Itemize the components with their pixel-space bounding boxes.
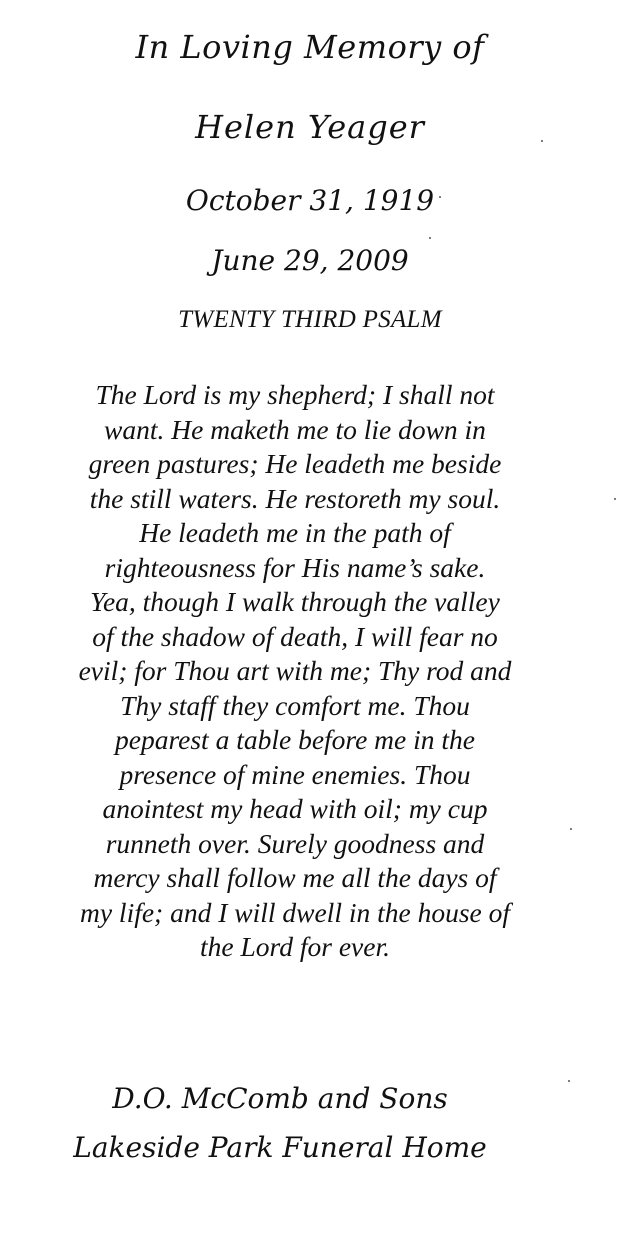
death-date: June 29, 2009	[211, 244, 409, 277]
funeral-home-location: Lakeside Park Funeral Home	[73, 1131, 487, 1164]
psalm-title: TWENTY THIRD PSALM	[178, 306, 442, 333]
psalm-line: presence of mine enemies. Thou	[119, 758, 471, 790]
funeral-home-name: D.O. McComb and Sons	[112, 1082, 448, 1115]
psalm-line: He leadeth me in the path of	[139, 517, 451, 548]
scan-speck	[614, 498, 616, 500]
psalm-line: want. He maketh me to lie down in	[104, 413, 486, 445]
psalm-line: Thy staff they comfort me. Thou	[120, 689, 470, 721]
scan-speck	[570, 828, 572, 830]
psalm-line: the still waters. He restoreth my soul.	[89, 482, 501, 514]
psalm-line: of the shadow of death, I will fear no	[92, 620, 498, 652]
psalm-line: mercy shall follow me all the days of	[93, 862, 497, 893]
psalm-line: evil; for Thou art with me; Thy rod and	[78, 655, 512, 686]
psalm-line: green pastures; He leadeth me beside	[88, 448, 502, 479]
scan-speck	[439, 196, 441, 198]
psalm-text	[0, 378, 590, 965]
psalm-line: anointest my head with oil; my cup	[102, 793, 488, 824]
psalm-line: The Lord is my shepherd; I shall not	[95, 379, 495, 410]
scan-speck	[541, 140, 543, 142]
birth-date: October 31, 1919	[185, 184, 435, 217]
psalm-line: the Lord for ever.	[200, 931, 390, 962]
psalm-line: Yea, though I walk through the valley	[90, 586, 500, 617]
scan-speck	[568, 1080, 570, 1082]
psalm-line: my life; and I will dwell in the house of	[79, 896, 510, 928]
psalm-line: peparest a table before me in the	[115, 724, 475, 755]
memorial-heading: In Loving Memory of	[135, 28, 485, 66]
psalm-line: runneth over. Surely goodness and	[105, 827, 485, 859]
psalm-line: righteousness for His name’s sake.	[104, 551, 486, 583]
scan-speck	[429, 237, 431, 239]
deceased-name: Helen Yeager	[195, 108, 425, 146]
